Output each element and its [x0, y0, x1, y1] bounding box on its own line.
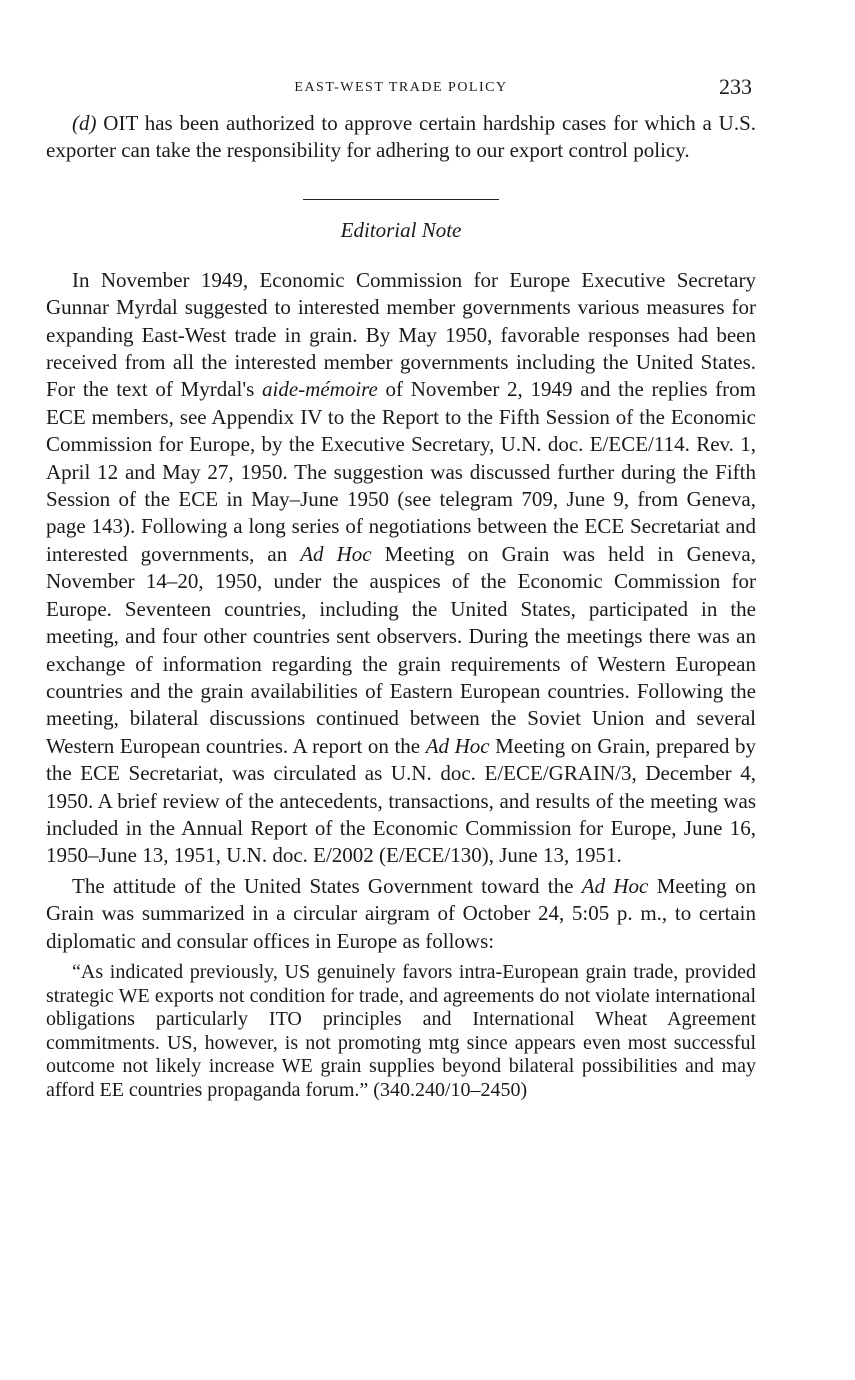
p1-text-c: Meeting on Grain was held in Geneva, November 14–20, 1950, under the auspices of the Economic Commission for Europe. Seventeen countries, including the United States, participated in the meeting, and four other countries sent observers. During the meetings there was an exchange of information regarding the grain requirements of Western European countries and the grain availabilities of Eastern European countries. Following the meeting, bilateral discussions continued between the Soviet Union and several Western European countries. A report on the [46, 541, 757, 758]
editorial-note-title: Editorial Note [340, 217, 462, 242]
airgram-quote [46, 961, 756, 1103]
running-head: EAST-WEST TRADE POLICY [294, 80, 508, 95]
intro-paragraph [46, 110, 756, 165]
section-divider [303, 199, 499, 200]
page-number: 233 [719, 74, 752, 99]
editorial-paragraph-1 [46, 267, 756, 870]
intro-label: (d) [72, 111, 97, 135]
p1-text-b: of November 2, 1949 and the replies from ECE members, see Appendix IV to the Report to the Fifth Session of the Economic Commission for Europe, by the Executive Secretary, U.N. doc. E/ECE/114. Rev. 1, April 12 and May 27, 1950. The suggestion was discussed further during the Fifth Session of the ECE in May–June 1950 (see telegram 709, June 9, from Geneva, page 143). Following a long series of negotiations between the ECE Secretariat and interested governments, an [46, 377, 756, 566]
p2-italic-ad-hoc: Ad Hoc [581, 873, 649, 898]
editorial-paragraph-2 [46, 873, 756, 955]
intro-text: OIT has been authorized to approve certain hardship cases for which a U.S. exporter can take the responsibility for adhering to our export control policy. [46, 111, 756, 163]
p1-italic-aide-memoire: aide-mémoire [262, 377, 378, 402]
p1-italic-ad-hoc-2: Ad Hoc [425, 733, 490, 758]
p1-italic-ad-hoc-1: Ad Hoc [300, 541, 372, 566]
quote-text: “As indicated previously, US genuinely favors intra-European grain trade, provided strategic WE exports not condition for trade, and agreements do not violate international obligations particularly ITO principles and International Wheat Agreement commitments. US, however, is not promoting mtg since appears even most successful outcome not likely increase WE grain supplies beyond bilateral possibilities and may afford EE countries propaganda forum.” (340.240/10–2450) [46, 960, 756, 1101]
page-header [46, 70, 756, 110]
p2-text-b: Meeting on Grain was summarized in a circular airgram of October 24, 5:05 p. m., to certain diplomatic and consular offices in Europe as follows: [46, 873, 756, 953]
document-page [46, 70, 756, 1103]
p1-text-d: Meeting on Grain, prepared by the ECE Secretariat, was circulated as U.N. doc. E/ECE/GRAIN/3, December 4, 1950. A brief review of the antecedents, transactions, and results of the meeting was included in the Annual Report of the Economic Commission for Europe, June 16, 1950–June 13, 1951, U.N. doc. E/2002 (E/ECE/130), June 13, 1951. [46, 733, 756, 868]
p2-text-a: The attitude of the United States Government toward the [72, 873, 582, 898]
p1-text-a: In November 1949, Economic Commission for Europe Executive Secretary Gunnar Myrdal suggested to interested member governments various measures for expanding East-West trade in grain. By May 1950, favorable responses had been received from all the interested member governments including the United States. For the text of Myrdal's [46, 267, 756, 402]
